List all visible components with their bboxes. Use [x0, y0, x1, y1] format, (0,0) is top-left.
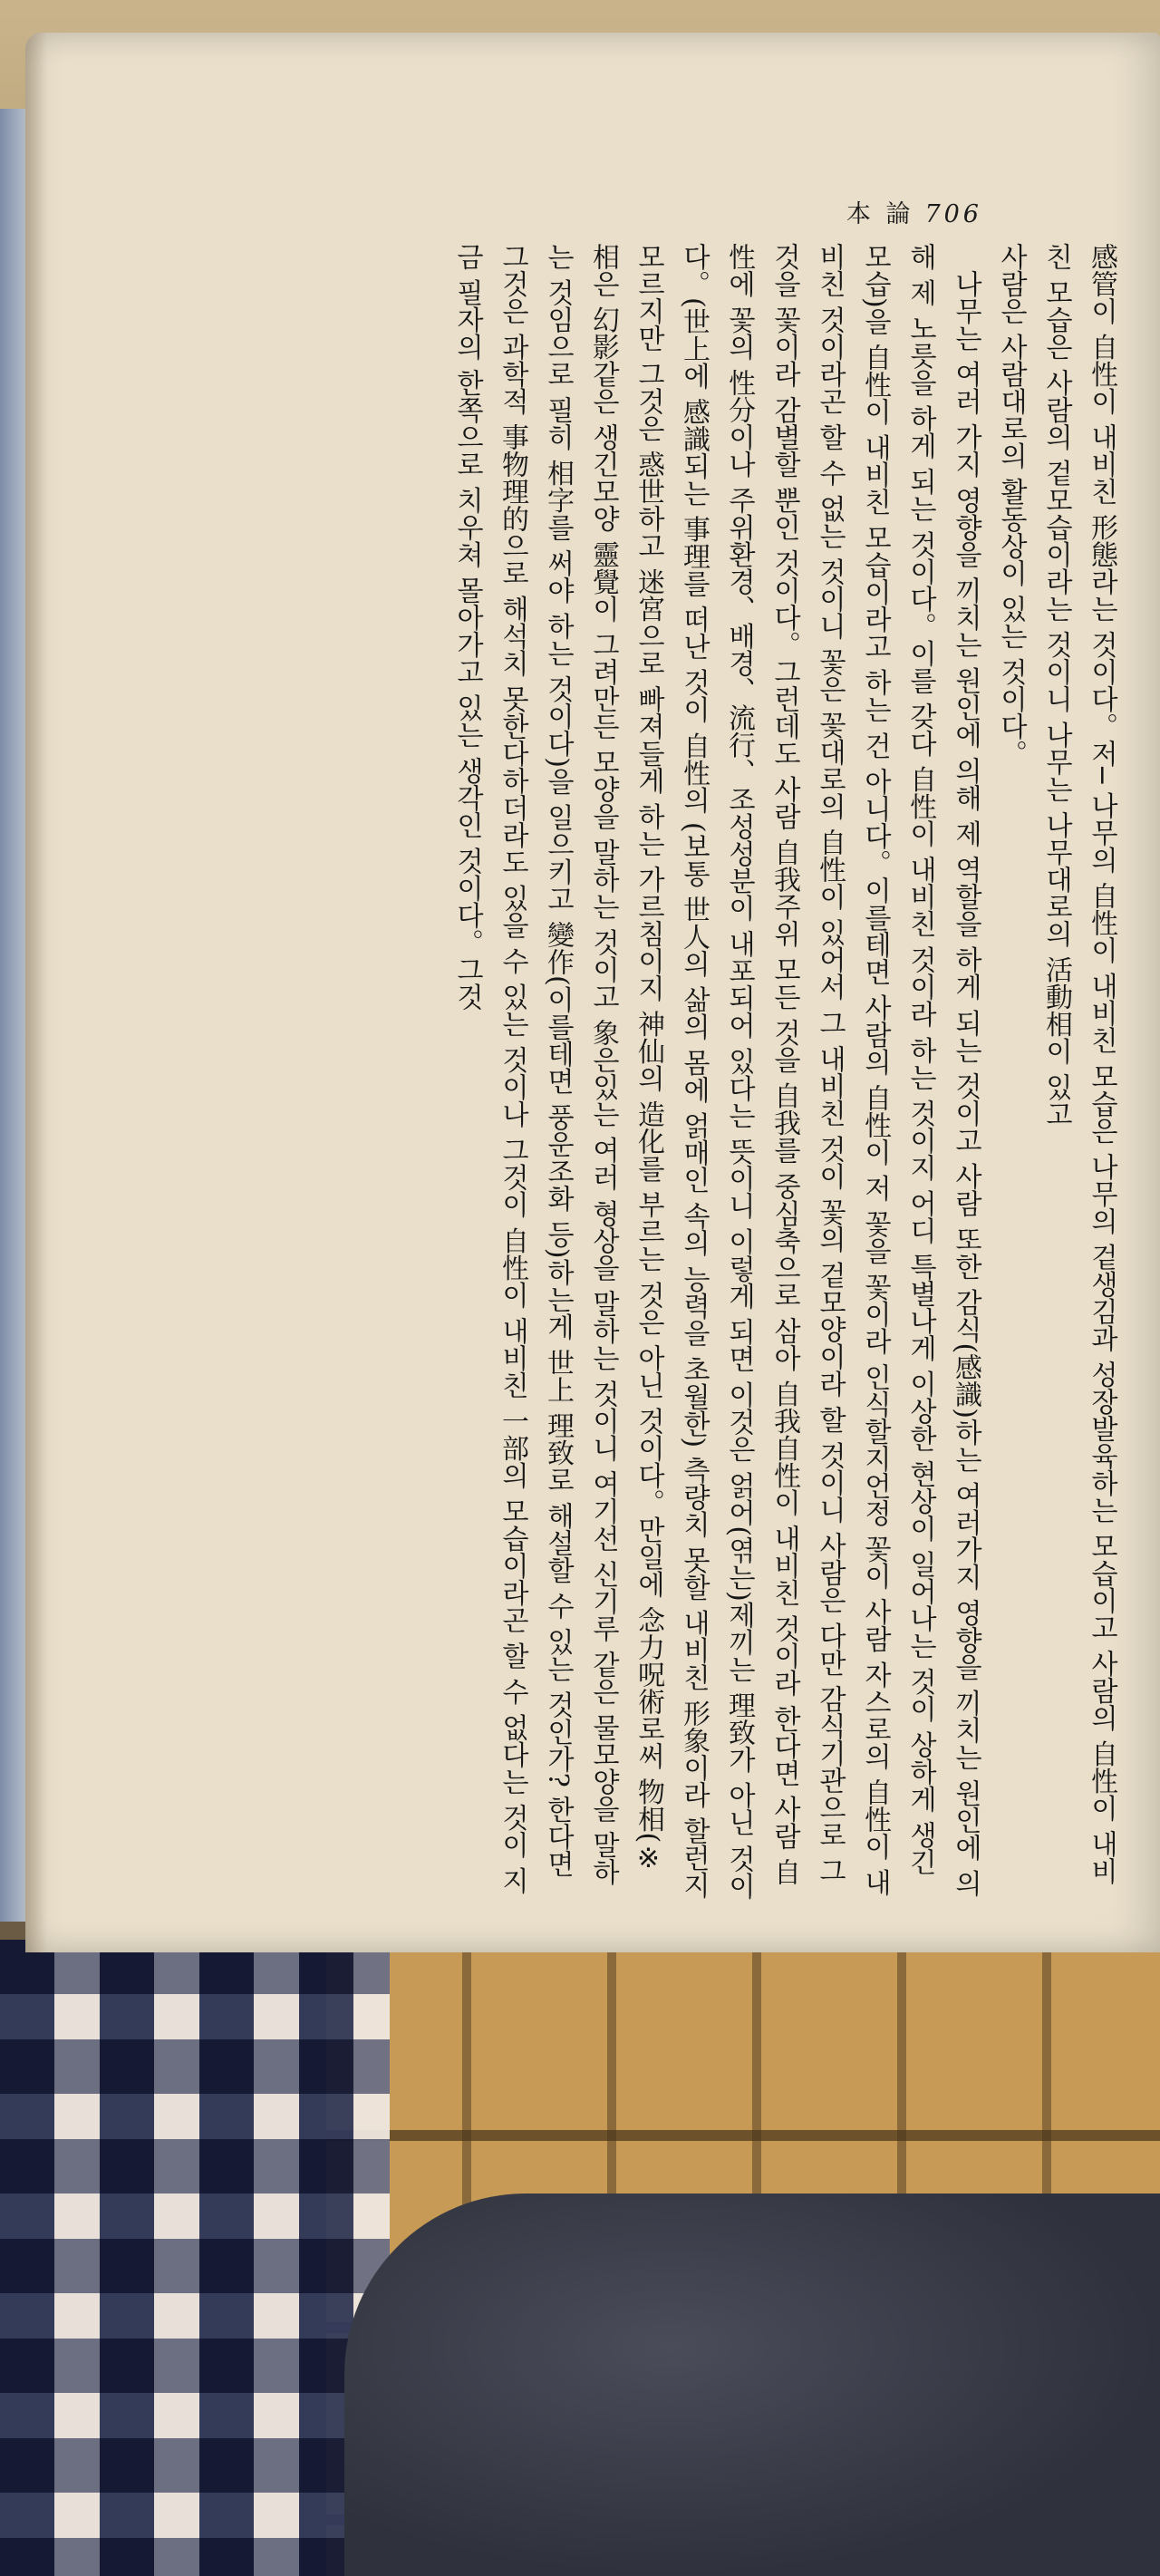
body-text: [91, 243, 1124, 1902]
running-header: [846, 194, 982, 229]
page-number: 706: [924, 200, 982, 228]
paragraph: 나무는 여러 가지 영향을 끼치는 원인에 의해 제 역할을 하게 되는 것이고 사람 또한 감식(感識)하는 여러가지 영향을 끼치는 원인에 의해 제 노릇을 하게 되는 것이다。이를 갖다 自性이 내비친 것이라 하는 것이지 어디 특별나게 이상한 현상이 일어나는 것이 상하게 생긴 모습)을 自性이 내비친 모습이라고 하는 건 아니다。이를테면 사람의 自性이 저 꽃을 꽃이라 인식할지언정 꽃이 사람 자스로의 自性이 내비친 것이라곤 할 수 없는 것이니 꽃은 꽃대로의 自性이 있어서 그 내비친 것이 꽃의 겉모양이라 할 것이니 사람은 다만 감식기관으로 그것을 꽃이라 감별할 뿐인 것이다。그런데도 사람 自我주위 모든 것을 自我를 중심축으로 삼아 自我自性이 내비친 것이라 한다면 사람 自性에 꽃의 性分이나 주위환경、배경、流行、조성성분이 내포되어 있다는 뜻이니 이렇게 되면 이것은 얽어(엮는)제끼는 理致가 아닌 것이다。(世上에 感識되는 事理를 떠난 것이 自性의 (보통 世人의 삶의 몸에 얽매인 속의 능력을 초월한) 측량치 못할 내비친 形象이라 할런지 모르지만 그것은 惑世하고 迷宮으로 빠져들게 하는 가르침이지 神仙의 造化를 부르는 것은 아닌 것이다。만일에 念力呪術로써 物相(※ 相은 幻影같은 생긴모양 靈覺이 그려만든 모양을 말하는 것이고 象은있는 여러 형상을 말하는 것이니 여기선 신기루 같은 물모양을 말하는 것임으로 필히 相字를 써야 하는 것이다)을 일으키고 變作(이를테면 풍운조화 등)하는게 世上 理致로 해설할 수 있는 것인가? 한다면 그것은 과학적 事物理的으로 해석치 못한다하더라도 있을 수 있는 것이나 그것이 自性이 내비친 一部의 모습이라곤 할 수 없다는 것이 지금 필자의 한쪽으로 치우쳐 몰아가고 있는 생각인 것이다。그것: [451, 243, 981, 1900]
page-fold-shadow: [25, 33, 47, 1952]
paragraph: 사람은 사람대로의 활동상이 있는 것이다。: [995, 243, 1027, 768]
paragraph: 感管이 自性이 내비친 形態라는 것이다。저─ 나무의 自性이 내비친 모습은 나무의 겉생김과 성장발육하는 모습이고 사람의 自性이 내비친 모습은 사람의 겉모습이라는 것이니 나무는 나무대로의 活動相이 있고: [1040, 243, 1117, 1885]
gray-towel: [344, 2193, 1160, 2576]
plaid-cloth: [0, 1940, 390, 2576]
section-title: 本 論: [846, 200, 914, 228]
